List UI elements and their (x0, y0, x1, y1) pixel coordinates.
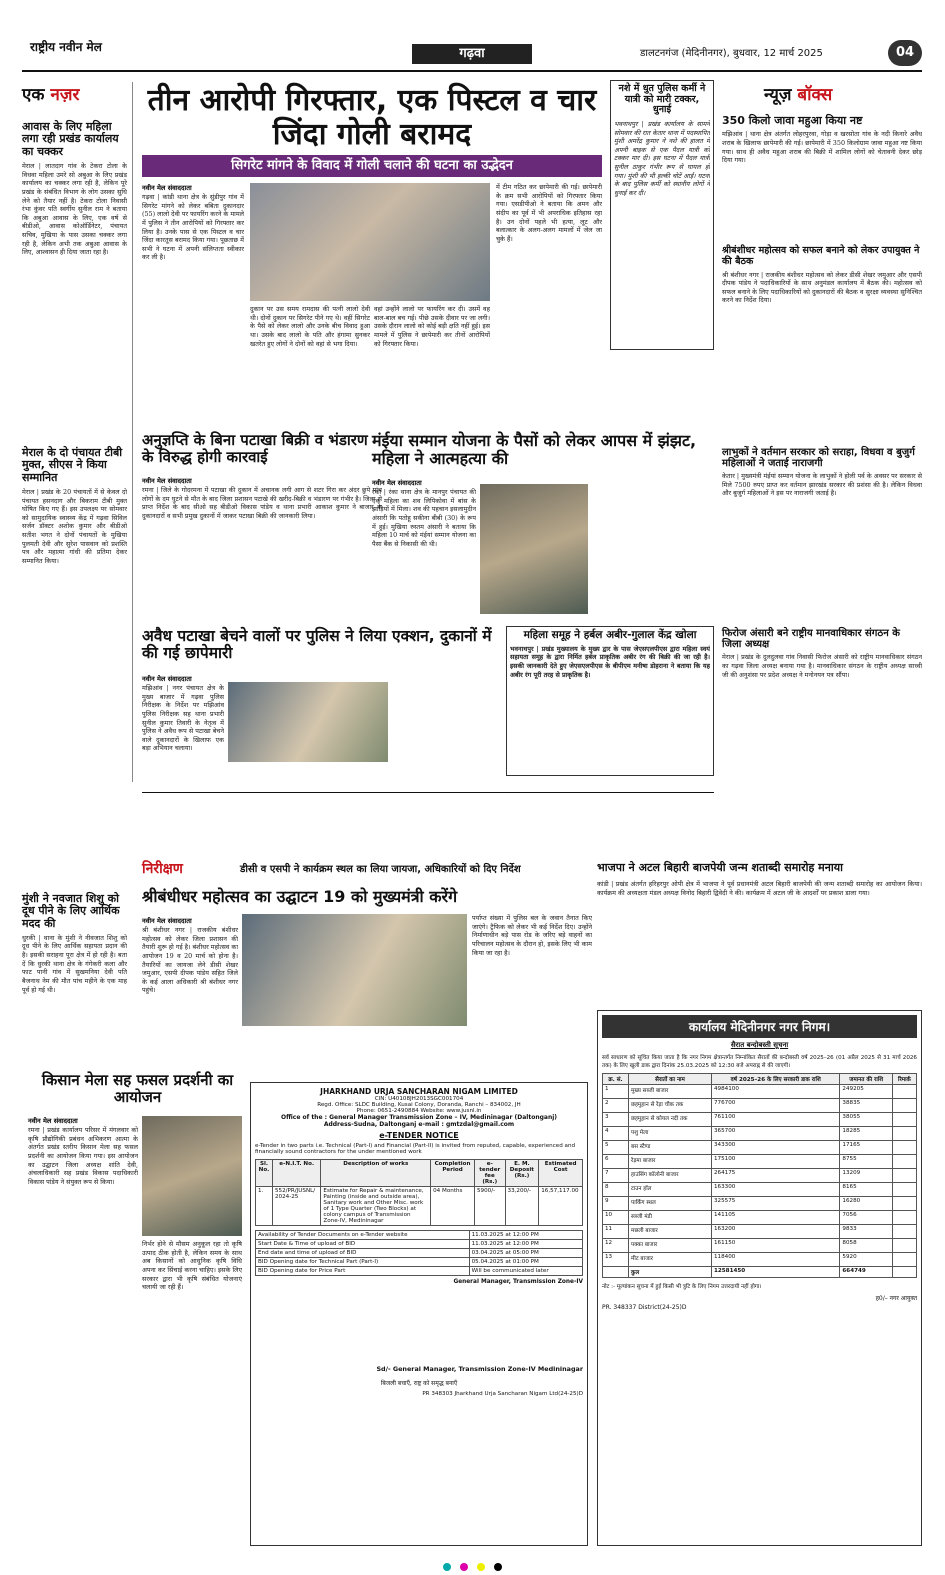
festival-text-col2: पर्याप्त संख्या में पुलिस बल के जवान तैनात किए जाएंगे। ट्रैफिक को लेकर भी कई निर्देश दिए। उन्होंने निर्माणाधीन बड़े पास रोड के जरिए बड़े वाहनों का परिचालन महोत्सव के दौरान हो, इसके लिए भी काम किया जा रहा है। (472, 914, 592, 957)
suicide-text: रंका | रंका थाना क्षेत्र के मानपुर पंचायत की एक महिला का शव लिपिकोवा में बांस के झाड़ियों में मिला। शव की पहचान इसलामुदीन अंसारी कि पतोहू सकीना बीबी (30) के रूप में हुई। मुखिया रुस्तम अंसारी ने बताया कि महिला 10 मार्च को मंईयां सम्मान योजना का पैसा बैंक से निकासी की थी। (372, 488, 476, 548)
tender-cin: CIN: U40108JH2013SGC001704 (374, 1096, 464, 1102)
news-box-column (722, 82, 922, 828)
nagar-cell: 4984100 (712, 1085, 840, 1099)
nagar-total-cell (892, 1267, 916, 1278)
tender-gm: General Manager, Transmission Zone-IV (453, 1279, 583, 1285)
registration-mark (443, 1563, 451, 1571)
lead-text-col1: गढ़वा | कांडी थाना क्षेत्र के सुंडीपुर गांव में सिगरेट मांगने को लेकर बबिता दुकानदार (55) लालो देवी पर फायरिंग करने के मामले में पुलिस ने तीन आरोपियों को गिरफ्तार कर लिया है। उनके पास से एक पिस्टल व चार जिंदा कारतूस बरामद किया गया। पूछताछ में सभी ने घटना में अपनी संलिप्तता स्वीकार कर ली है। (142, 193, 244, 262)
tender-date-cell: Start Date & Time of upload of BID (256, 1240, 470, 1249)
nagar-cell: पार्किंग स्थल (629, 1197, 712, 1211)
nagar-cell: 776700 (712, 1099, 840, 1113)
nagar-cell: 161150 (712, 1239, 840, 1253)
nagar-note: नोट :- मूल्यांकन सूचना में हुई किसी भी त्रुटि के लिए निगम उत्तरदायी नहीं होगा। (602, 1284, 762, 1290)
nagar-cell: 163200 (712, 1225, 840, 1239)
nagar-header-cell: सैरातों का नाम (629, 1074, 712, 1085)
table-row (603, 1197, 917, 1211)
tender-header-cell: Description of works (321, 1160, 431, 1187)
nagar-remark-cell (892, 1085, 916, 1099)
tender-date-row (256, 1240, 583, 1249)
table-row (603, 1253, 917, 1267)
festival-byline: नवीन मेल संवाददाता (142, 917, 192, 925)
table-row (603, 1141, 917, 1155)
festival-kicker: निरीक्षण (142, 861, 183, 877)
registration-mark (460, 1563, 468, 1571)
newspaper-logo: राष्ट्रीय नवीन मेल (30, 40, 102, 54)
nagar-remark-cell (892, 1197, 916, 1211)
tender-date-cell: Will be communicated later (469, 1267, 582, 1276)
nagar-title: कार्यालय मेदिनीनगर नगर निगम। (602, 1015, 917, 1038)
tender-date-cell: Availability of Tender Documents on e-Tender website (256, 1231, 470, 1240)
nagar-total-cell (603, 1267, 629, 1278)
nagar-header-cell: रिमार्क (892, 1074, 916, 1085)
nagar-cell: 5 (603, 1141, 629, 1155)
news-box-headline: श्रीबंशीधर महोत्सव को सफल बनाने को लेकर उपायुक्त ने की बैठक (722, 245, 920, 267)
column-divider (132, 82, 133, 782)
nagar-cell: 8165 (840, 1183, 892, 1197)
kisan-headline: किसान मेला सह फसल प्रदर्शनी का आयोजन (41, 1071, 234, 1106)
tender-address: Address-Sudna, Daltonganj e-mail : gmtzdal@gmail.com (323, 1121, 515, 1128)
print-marks (0, 1556, 945, 1573)
nagar-cell: 8 (603, 1183, 629, 1197)
tender-date-cell: 03.04.2025 at 05:00 PM (469, 1249, 582, 1258)
lead-photo (250, 183, 490, 301)
crackdown-byline: नवीन मेल संवाददाता (142, 675, 192, 683)
nagar-cell: 1 (603, 1085, 629, 1099)
nagar-cell: पक्का बाजार (629, 1239, 712, 1253)
tender-date-row (256, 1231, 583, 1240)
tender-notice (250, 1082, 588, 1546)
nagar-cell: 18285 (840, 1127, 892, 1141)
nagar-cell: 264175 (712, 1169, 840, 1183)
lead-strip: सिगरेट मांगने के विवाद में गोली चलाने की घटना का उद्भेदन (142, 155, 602, 177)
nagar-remark-cell (892, 1127, 916, 1141)
nagar-cell: बस स्टैण्ड (629, 1141, 712, 1155)
nagar-header-cell: वर्ष 2025–26 के लिए सरकारी डाक राशि (712, 1074, 840, 1085)
tender-cell: 04 Months (431, 1187, 475, 1226)
firecracker-text: रमना | जिले के गोदरमना में पटाखा की दुकान में अचानक लगी आग से शटर गिरा कर अंदर छुपे पांच लोगों के दम घुटने से मौत के बाद जिला प्रशासन पटाखे की खरीद-बिक्री व भंडारण पर गंभीर है। जिला से प्राप्त निर्देश के बाद सीओ सह बीडीओ विकास पांडेय व थाना प्रभारी आकाश कुमार ने बाजार के दुकानदारों व सभी प्रमुख दुकानों में जाकर पटाखा बिक्री की जानकारी लिया। (142, 486, 382, 520)
nagar-cell: 38055 (840, 1113, 892, 1127)
tender-header-cell: Estimated Cost (539, 1160, 583, 1187)
news-box-tag: न्यूज़ बॉक्स (764, 85, 833, 105)
nagar-cell: 8058 (840, 1239, 892, 1253)
nagar-cell: पशु मेला (629, 1127, 712, 1141)
news-box-text: श्री बंशीधर नगर | राजकीय बंशीधर महोत्सव को लेकर डीसी शेखर जमुआर और एसपी दीपक पांडेय ने पदाधिकारियों के साथ अनुमंडल कार्यालय में बैठक की। महोत्सव को सफल बनाने के लिए पदाधिकारियों को दुकानदारों की बैठक व सुरक्षा व्यवस्था सुनिश्चित करने का निर्देश दिया। (722, 270, 922, 305)
nagar-cell: 13209 (840, 1169, 892, 1183)
nagar-remark-cell (892, 1239, 916, 1253)
brief-text: मेराल | लातदाग गांव के टेकरा टोला के विधवा महिला उमरे सो अबुआ के लिए प्रखंड कार्यालय का चक्कर लगा रही है, लेकिन पूरे प्रखंड के संबंधित विभाग के लोग उसका सुधि लेने को तैयार नहीं है। टेकरा टोला निवासी रंभा कुंवर पति स्वर्गीय सुनील राम ने बताया कि अबुआ आवास के लिए, एक वर्ष से बीडीओ, आवास कोऑर्डिनेटर, पंचायत सचिव, मुखिया के पास उसका चक्कर लगा रही है, लेकिन अभी तक अबुआ आवास के लिए, आश्वासन ही दिया जाता रहा है। (22, 161, 127, 257)
tender-cell: 1. (256, 1187, 273, 1226)
nagar-cell: 8755 (840, 1155, 892, 1169)
nagar-cell: मछली बाजार (629, 1225, 712, 1239)
nagar-cell: मुख्य सब्जी बाजार (629, 1085, 712, 1099)
nagar-table (602, 1073, 917, 1278)
nagar-cell: 365700 (712, 1127, 840, 1141)
festival-headline: श्रीबंधीधर महोत्सव का उद्घाटन 19 को मुख्यमंत्री करेंगे (142, 887, 458, 906)
table-row (603, 1239, 917, 1253)
tender-header-cell: e-N.I.T. No. (272, 1160, 320, 1187)
nagar-remark-cell (892, 1211, 916, 1225)
nagar-cell: 6 (603, 1155, 629, 1169)
table-row (603, 1099, 917, 1113)
brief-headline: मुंशी ने नवजात शिशु को दूध पीने के लिए आर्थिक मदद की (22, 891, 120, 930)
police-text: भवनाथपुर | प्रखंड कार्यालय के सामने सोमवार की रात केतार थाना में पदस्थापित मुंशी अमरेंद्र कुमार ने नशे की हालत में अपनी बाइक से एक पैदल यात्री को टक्कर मार दी। इस घटना में पैदल यात्री सुनील ठाकुर गंभीर रूप से घायल हो गया। मुंशी की भी हल्की चोटें आईं। घटना के बाद पुलिस कर्मी को स्थानीय लोगों ने धुनाई कर दी। (614, 119, 710, 197)
tender-signature: Sd/- General Manager, Transmission Zone-IV Medininagar (376, 1365, 583, 1373)
lead-text-col2: दुकान पर उस समय रामदास की पत्नी लालो देवी थी। दोनों दुकान पर सिगरेट पीने गए थे। वहीं सिगरेट के पैसे को लेकर लालो और उनके बीच विवाद हुआ था। उसके बाद लालो के पति और हंगामा सुनकर खतरेत हुए लोगों ने दोनों को वहां से भगा दिया। (250, 305, 370, 348)
tender-cell: Estimate for Repair & maintenance, Painting (inside and outside area), Sanitary work and Other Misc. work of 1 Type Quarter (Two Blocks) at colony campus of Transmission Zone-IV, Medininagar (321, 1187, 431, 1226)
festival-photo (242, 914, 467, 1026)
nagar-remark-cell (892, 1225, 916, 1239)
tender-date-row (256, 1258, 583, 1267)
kisan-text: रमना | प्रखंड कार्यालय परिसर में मंगलवार को कृषि प्रौद्योगिकी प्रबंधन अभिकरण आत्मा के अंतर्गत प्रखंड स्तरीय किसान मेला सह फसल प्रदर्शनी का आयोजन किया गया। इस आयोजन का उद्घाटन जिला अध्यक्ष शांति देवी, अंचलाधिकारी सह प्रखंड विकास पदाधिकारी विकास पांडेय ने संयुक्त रूप से किया। (28, 1126, 138, 1186)
table-row (603, 1225, 917, 1239)
lead-headline: तीन आरोपी गिरफ्तार, एक पिस्टल व चार जिंदा गोली बरामद (147, 83, 597, 152)
nagar-cell: 12 (603, 1239, 629, 1253)
tender-slogan: बिजली बचाएँ, राष्ट्र को समृद्ध बनाएँ (380, 1380, 458, 1387)
bjp-headline: भाजपा ने अटल बिहारी बाजपेयी जन्म शताब्दी समारोह मनाया (597, 861, 843, 874)
table-row (603, 1155, 917, 1169)
crackdown-text: मझिआंव | नगर पंचायत क्षेत्र के मुख्य बाजार में गढ़वा पुलिस निरीक्षक के निर्देश पर मझिआंव पुलिस निरीक्षक सह थाना प्रभारी सुनील कुमार तिवारी के नेतृत्व में पुलिस ने अवैध रूप से पटाखा बेचने वाले दुकानदारों के खिलाफ एक बड़ा अभियान चलाया। (142, 684, 224, 753)
nagar-header-cell: जमानत की राशि (840, 1074, 892, 1085)
nagar-cell: 4 (603, 1127, 629, 1141)
firecracker-byline: नवीन मेल संवाददाता (142, 477, 192, 485)
police-headline: नशे में धुत पुलिस कर्मी ने यात्री को मारी टक्कर, धुनाई (618, 83, 706, 116)
nagar-remark-cell (892, 1169, 916, 1183)
tender-date-cell: End date and time of upload of BID (256, 1249, 470, 1258)
lead-text-col3: वहां उन्होंने लालो पर फायरिंग कर दी। उसमें वह बाल-बाल बच गई। पीछे उसके दीवार पर जा लगी। उसके दौरान लालो को कोई बड़ी क्षति नहीं हुई। इस मामले में पुलिस ने छापेमारी कर तीनों आरोपियों को गिरफ्तार किया। (374, 305, 490, 348)
tender-date-cell: 11.03.2025 at 12:00 PM (469, 1240, 582, 1249)
nagar-cell: रेड़मा बाजार (629, 1155, 712, 1169)
nagar-cell: 9 (603, 1197, 629, 1211)
brief-text: धुरकी | थाना के मुंशी ने नीवजात शिशु को दूध पीने के लिए आर्थिक सहायता प्रदान की है। इसकी सराहना पूरा क्षेत्र में हो रही है। बता दें कि धुरकी थाना क्षेत्र के गंगेकरी कला और फाट पानी गांव में सुखमनिया देवी पति बैजनाथ नेम की मौत पांच महीने के एक माह पूर्व हो गई थी। (22, 933, 127, 994)
tender-cell: 552/PR/JUSNL/ 2024-25 (272, 1187, 320, 1226)
dateline: डालटनगंज (मेदिनीनगर), बुधवार, 12 मार्च 2025 (640, 48, 823, 59)
registration-mark (494, 1563, 502, 1571)
news-box-headline: फिरोज अंसारी बने राष्ट्रीय मानवाधिकार संगठन के जिला अध्यक्ष (722, 627, 900, 651)
news-box-headline: 350 किलो जावा महुआ किया नष्ट (722, 114, 863, 127)
nagar-cell: 343300 (712, 1141, 840, 1155)
herbal-story-box (506, 626, 714, 776)
nagar-cell: 141105 (712, 1211, 840, 1225)
nagar-cell: 13 (603, 1253, 629, 1267)
nagar-cell: 10 (603, 1211, 629, 1225)
table-row (603, 1183, 917, 1197)
tender-office: Office of the : General Manager Transmission Zone – IV, Medininagar (Daltonganj) (280, 1114, 558, 1121)
tender-cell: 33,200/- (505, 1187, 539, 1226)
nagar-cell: मीट बाजार (629, 1253, 712, 1267)
firecracker-headline: अनुज्ञप्ति के बिना पटाखा बिक्री व भंडारण के विरुद्ध होगी कारवाई (142, 431, 368, 466)
section-label: गढ़वा (412, 44, 532, 64)
tender-date-cell: BID Opening date for Technical Part (Part-I) (256, 1258, 470, 1267)
table-row (603, 1211, 917, 1225)
lead-text-col4: में टीम गठित कर छापेमारी की गई। छापेमारी के क्रम सभी आरोपियों को गिरफ्तार किया गया। एसडीपीओ ने बताया कि अमन और संदीप का पूर्व में भी अपराधिक इतिहास रहा है। उन दोनों पहले भी हत्या, लूट और बलात्कार के अलग-अलग मामलों में जेल जा चुके हैं। (496, 183, 602, 243)
nagar-cell: 5920 (840, 1253, 892, 1267)
nagar-total-cell: 664749 (840, 1267, 892, 1278)
tender-pr: PR 348303 Jharkhand Urja Sancharan Nigam Ltd(24-25)D (422, 1391, 583, 1397)
kisan-text-col2: निर्भर होने से मौसम अनुकूल रहा तो कृषि उत्पाद ठीक होती है, लेकिन समय के साथ अब किसानों को आधुनिक कृषि विधि अपना कर सिंचाई करना चाहिए। इसके लिए सरकार द्वारा भी कृषि संबंधित योजनाएं चलायी जा रही हैं। (142, 1240, 242, 1292)
suicide-byline: नवीन मेल संवाददाता (372, 479, 422, 487)
nagar-cell: हाउसिंग कॉलोनी बाजार (629, 1169, 712, 1183)
nagar-cell: छहमुहान से कोयल नदी तक (629, 1113, 712, 1127)
nagar-nigam-notice (597, 1010, 922, 1546)
tender-header-cell: E. M. Deposit (Rs.) (505, 1160, 539, 1187)
tender-phone: Phone: 0651-2490884 Website: www.jusnl.in (356, 1108, 482, 1114)
nagar-cell: 16280 (840, 1197, 892, 1211)
brief-headline: आवास के लिए महिला लगा रही प्रखंड कार्यालय का चक्कर (22, 120, 119, 158)
tender-intro: e-Tender in two parts i.e. Technical (Part-I) and Financial (Part-II) is invited from reputed, capable, experienced and financially sound contractors for the under mentioned work (255, 1143, 576, 1155)
tender-regd: Regd. Office: SLDC Building, Kusai Colony, Doranda, Ranchi – 834002, JH (317, 1102, 521, 1108)
crackdown-photo (228, 682, 388, 762)
tender-table (255, 1159, 583, 1226)
tender-date-row (256, 1267, 583, 1276)
nagar-cell: 7056 (840, 1211, 892, 1225)
news-box-text: मझिआंव | थाना क्षेत्र अंतर्गत लोहरपुरवा, गोड़ा व खरसोता गांव के नदी किनारे अवैध शराब के खिलाफ छापेमारी की गई। छापेमारी में 350 किलोग्राम जावा महुआ नष्ट किया गया। साथ ही अवैध महुआ शराब की बिक्री में शामिल लोगों को चेतावनी देकर छोड़ दिया गया। (722, 130, 922, 165)
tender-header-cell: Completion Period (431, 1160, 475, 1187)
nagar-header-cell: क्र. सं. (603, 1074, 629, 1085)
nagar-cell: टाउन हॉल (629, 1183, 712, 1197)
ek-nazar-tag: एक नज़र (22, 85, 80, 105)
tender-header-cell: Sl. No. (256, 1160, 273, 1187)
tender-date-cell: 05.04.2025 at 01:00 PM (469, 1258, 582, 1267)
nagar-cell: 11 (603, 1225, 629, 1239)
nagar-remark-cell (892, 1253, 916, 1267)
nagar-remark-cell (892, 1099, 916, 1113)
nagar-cell: 9833 (840, 1225, 892, 1239)
section-rule (142, 792, 714, 793)
police-story-box (610, 80, 714, 350)
table-row (603, 1113, 917, 1127)
tender-date-cell: 11.03.2025 at 12:00 PM (469, 1231, 582, 1240)
tender-dates-table (255, 1230, 583, 1276)
nagar-cell: 3 (603, 1113, 629, 1127)
nagar-cell: 163300 (712, 1183, 840, 1197)
herbal-text: भवनाथपुर | प्रखंड मुख्यालय के मुख्य द्वार के पास जेएसएलपीएस द्वारा महिला स्वयं सहायता समूह के द्वारा निर्मित हर्बल प्राकृतिक अबीर रंग की बिक्री की जा रही है। इसकी जानकारी देते हुए जेएसएलपीएस के बीपीएम मनीषा डोहराना ने बताया कि यह अबीर रंग पूरी तरह से प्राकृतिक है। (510, 644, 710, 679)
table-row (603, 1085, 917, 1099)
suicide-photo (480, 484, 588, 614)
nagar-cell: 325575 (712, 1197, 840, 1211)
brief-headline: मेराल के दो पंचायत टीबी मुक्त, सीएस ने किया सम्मानित (22, 445, 123, 484)
nagar-cell: सब्जी मंडी (629, 1211, 712, 1225)
page-number: 04 (888, 40, 922, 66)
nagar-cell: छहमुहान से रेड़ा चौक तक (629, 1099, 712, 1113)
tender-date-cell: BID Opening date for Price Part (256, 1267, 470, 1276)
nagar-cell: 2 (603, 1099, 629, 1113)
table-row (603, 1127, 917, 1141)
nagar-cell: 38835 (840, 1099, 892, 1113)
masthead (0, 0, 945, 70)
tender-title: e-TENDER NOTICE (379, 1131, 459, 1140)
registration-mark (477, 1563, 485, 1571)
nagar-remark-cell (892, 1183, 916, 1197)
crackdown-headline: अवैध पटाखा बेचने वालों पर पुलिस ने लिया एक्शन, दुकानों में की गई छापेमारी (142, 627, 492, 663)
lead-byline: नवीन मेल संवाददाता (142, 184, 192, 192)
festival-subhead: डीसी व एसपी ने कार्यक्रम स्थल का लिया जायजा, अधिकारियों को दिए निर्देश (240, 864, 521, 875)
nagar-cell: 761100 (712, 1113, 840, 1127)
news-box-headline: लाभुकों ने वर्तमान सरकार को सराहा, विधवा व बुजुर्ग महिलाओं ने जताई नाराजगी (722, 446, 915, 469)
nagar-subtitle: सैरात बन्दोबस्ती सूचना (730, 1041, 789, 1049)
table-row (603, 1169, 917, 1183)
festival-text: श्री बंशीधर नगर | राजकीय बंशीधर महोत्सव को लेकर जिला प्रशासन की तैयारी शुरू हो गई है। बंशीधर महोत्सव का आयोजन 19 व 20 मार्च को होना है। तैयारियों का जायजा लेने डीसी शेखर जमुआर, एसपी दीपक पांडेय सहित जिले के कई आला अधिकारी श्री बंशीधर नगर पहुंचे। (142, 926, 238, 995)
nagar-remark-cell (892, 1155, 916, 1169)
nagar-cell: 7 (603, 1169, 629, 1183)
nagar-total-cell: 12581450 (712, 1267, 840, 1278)
tender-company: JHARKHAND URJA SANCHARAN NIGAM LIMITED (320, 1087, 518, 1096)
nagar-cell: 118400 (712, 1253, 840, 1267)
ek-nazar-column (22, 82, 127, 1109)
tender-header-cell: e-tender fee (Rs.) (474, 1160, 505, 1187)
brief-text: मेराल | प्रखंड के 20 पंचायतों में से केवल दो पंचायत हसनदाग और बिकराम टीबी मुक्त घोषित किए गए हैं। इस उपलक्ष्य पर सोमवार को सामुदायिक स्वास्थ्य केंद्र में गढ़वा सिविल सर्जन डॉक्टर अशोक कुमार और बीडीओ सतीश भगत ने दोनों पंचायतों के मुखिया पुलमती देवी और सुरेश पासवान को प्रशस्ति पत्र और महात्मा गांधी की प्रतिमा देकर सम्मानित किया। (22, 487, 127, 565)
tender-date-row (256, 1249, 583, 1258)
tender-cell: 5900/- (474, 1187, 505, 1226)
masthead-rule (22, 70, 922, 72)
news-box-text: केतार | मुख्यमंत्री मंईयां सम्मान योजना के लाभुकों ने होली पर्व के अवसर पर सरकार से मिले 7500 रुपए प्राप्त कर वर्तमान झारखंड सरकार की प्रशंसा की है। लेकिन विधवा और बुजुर्ग महिलाओं ने इस पर नाराजगी जताई है। (722, 471, 922, 498)
nagar-cell: 17165 (840, 1141, 892, 1155)
nagar-total-row (603, 1267, 917, 1278)
nagar-pr: PR. 348337 District(24-25)D (602, 1304, 687, 1311)
nagar-cell: 249205 (840, 1085, 892, 1099)
suicide-headline: मंईया सम्मान योजना के पैसों को लेकर आपस में झंझट, महिला ने आत्महत्या की (372, 431, 697, 468)
nagar-signature: ह0/– नगर आयुक्त (875, 1295, 917, 1302)
kisan-photo (142, 1116, 242, 1236)
bjp-text: कांडी | प्रखंड अंतर्गत हरिहरपुर ओपी क्षेत्र में भाजपा ने पूर्व प्रधानमंत्री अटल बिहारी बाजपेयी की जन्म शताब्दी समारोह का आयोजन किया। कार्यक्रम की अध्यक्षता मंडल अध्यक्ष विनोद बिहारी द्विवेदी ने की। कार्यक्रम में अटल जी के आदर्शों पर प्रकाश डाला गया। (597, 880, 922, 897)
herbal-headline: महिला समूह ने हर्बल अबीर-गुलाल केंद्र खोला (523, 629, 697, 641)
nagar-intro: सर्व साधारण को सूचित किया जाता है कि नगर निगम क्षेत्रान्तर्गत निम्नांकित सैरातों की बन्दोबस्ती वर्ष 2025–26 (01 अप्रैल 2025 से 31 मार्च 2026 तक) के लिए खुली डाक द्वारा दिनांक 25.03.2025 को 12:30 बजे अपराह्न से की जाएगी। (602, 1055, 917, 1069)
news-box-text: मेराल | प्रखंड के दुलदुलवा गांव निवासी फिरोज अंसारी को राष्ट्रीय मानवाधिकार संगठन का गढ़वा जिला अध्यक्ष बनाया गया है। मानवाधिकार संगठन के राष्ट्रीय अध्यक्ष साध्वी जी की अनुशंसा पर प्रदेश अध्यक्ष ने मनोनयन पत्र सौंपा। (722, 653, 922, 679)
nagar-remark-cell (892, 1141, 916, 1155)
tender-cell: 16,57,117.00 (539, 1187, 583, 1226)
kisan-byline: नवीन मेल संवाददाता (28, 1117, 78, 1125)
nagar-remark-cell (892, 1113, 916, 1127)
nagar-total-cell: कुल (629, 1267, 712, 1278)
nagar-cell: 175100 (712, 1155, 840, 1169)
